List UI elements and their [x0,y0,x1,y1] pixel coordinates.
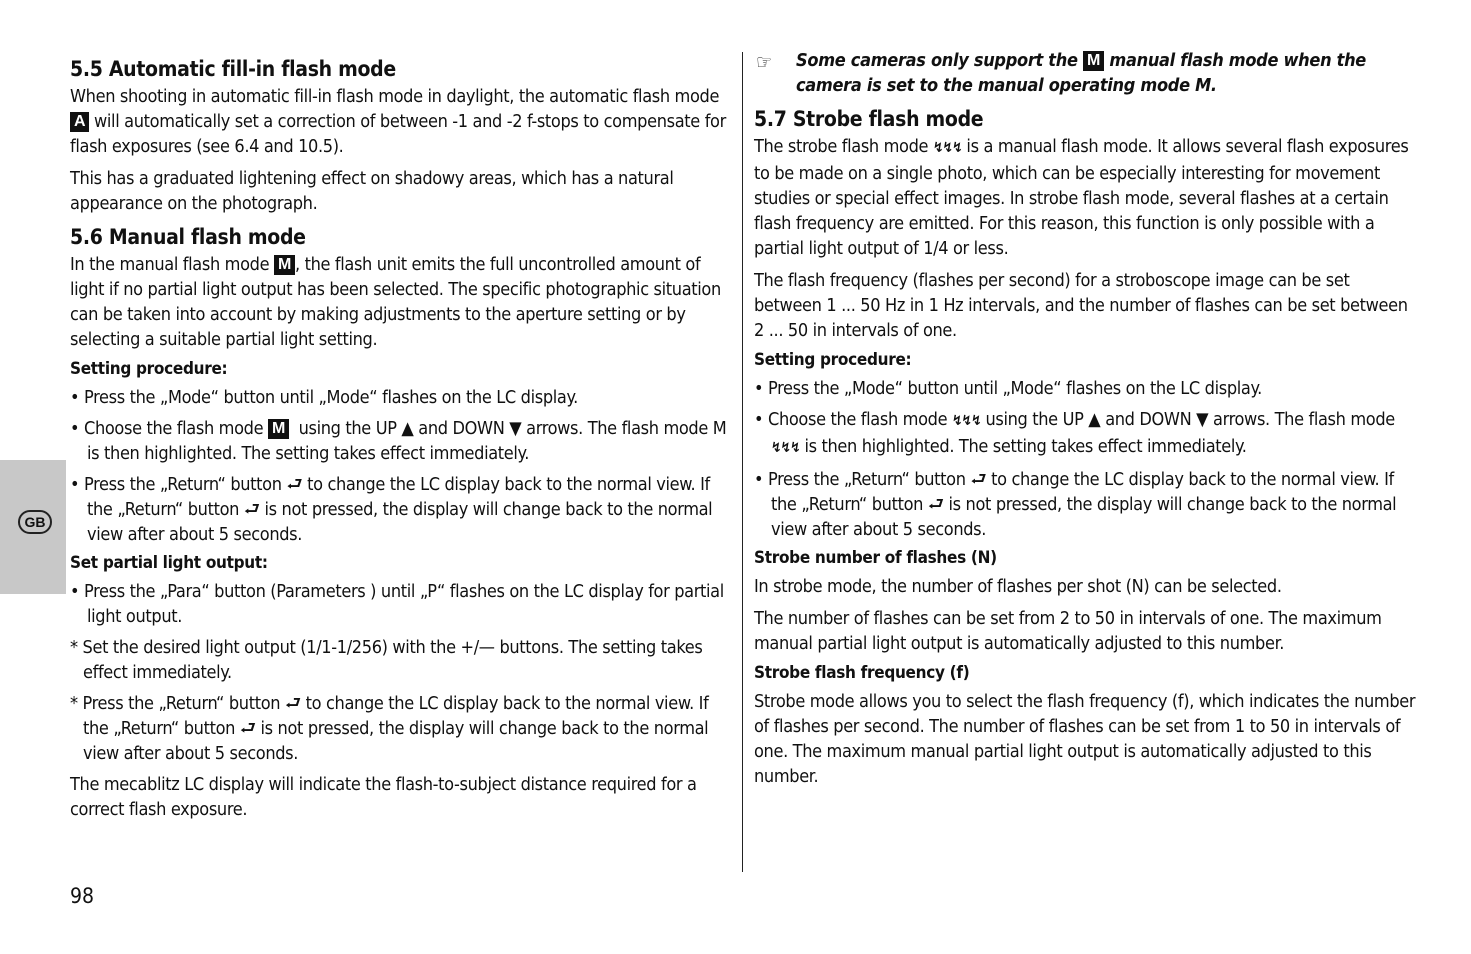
column-divider [742,52,743,872]
section-5-5-title: 5.5 Automatic fill-in flash mode [70,57,396,81]
mode-m-icon: M [1083,51,1104,71]
mode-m-icon: M [274,255,295,275]
list-item: • Choose the flash mode ↯↯↯ using the UP ▲ and DOWN ▼ arrows. The flash mode ↯↯↯ is then highlighted. The setting takes effect immediately. [754,409,1395,457]
gb-language-badge: GB [18,510,52,534]
strobe-icon: ↯↯↯ [952,413,981,429]
strobe-icon: ↯↯↯ [932,140,962,156]
mode-a-icon: A [70,112,89,132]
section-5-7-paragraph-1: The strobe flash mode ↯↯↯ is a manual flash mode. It allows several flash exposures to be made on a single photo, which can be especially interesting for movement studies or special effect images. In strobe flash mode, several flashes at a certain flash frequency are emitted. For this reason, this function is only possible with a partial light output of 1/4 or less. [754,136,1409,259]
return-icon: ⮐ [243,499,260,520]
return-icon: ⮐ [286,474,303,495]
section-5-5-paragraph-1: When shooting in automatic fill-in flash mode in daylight, the automatic flash mode A will automatically set a correction of between -1 and -2 f-stops to compensate for flash exposures (see 6.4 and 10.5). [70,86,726,157]
left-column [70,48,734,829]
pointing-hand-icon: ☞ [756,50,772,74]
setting-procedure-heading: Setting procedure: [70,359,228,379]
return-icon: ⮐ [970,469,987,490]
mode-m-icon: M [268,419,289,439]
language-side-tab [0,460,66,594]
list-item: * Set the desired light output (1/1-1/256) with the +/— buttons. The setting takes effect immediately. [70,637,703,683]
list-item: • Press the „Return“ button ⮐ to change the LC display back to the normal view. If the „Return“ button ⮐ is not pressed, the display will change back to the normal view after about 5 seconds. [754,469,1397,540]
section-5-6-title: 5.6 Manual flash mode [70,225,306,249]
return-icon: ⮐ [285,693,301,714]
section-5-5-paragraph-2: This has a graduated lightening effect on shadowy areas, which has a natural appearance on the photograph. [70,168,674,214]
section-5-6-paragraph-1: In the manual flash mode M , the flash unit emits the full uncontrolled amount of light if no partial light output has been selected. The specific photographic situation can be taken into account by making adjustments to the aperture setting or by selecting a suitable partial light setting. [70,254,721,350]
list-item: • Press the „Mode“ button until „Mode“ flashes on the LC display. [754,378,1262,399]
right-column [754,48,1416,796]
strobe-frequency-paragraph: Strobe mode allows you to select the flash frequency (f), which indicates the number of flashes per second. The number of flashes can be set from 1 to 50 in intervals of one. The maximum manual partial light output is automatically adjusted to this number. [754,691,1416,787]
list-item: • Press the „Return“ button ⮐ to change the LC display back to the normal view. If the „Return“ button ⮐ is not pressed, the display will change back to the normal view after about 5 seconds. [70,474,713,545]
return-icon: ⮐ [927,494,944,515]
strobe-number-paragraph-2: The number of flashes can be set from 2 to 50 in intervals of one. The maximum manual partial light output is automatically adjusted to this number. [754,608,1382,654]
return-icon: ⮐ [239,718,256,739]
strobe-number-heading: Strobe number of flashes (N) [754,548,997,568]
list-item: • Press the „Para“ button (Parameters ) until „P“ flashes on the LC display for partial light output. [70,581,724,627]
strobe-number-paragraph-1: In strobe mode, the number of flashes per shot (N) can be selected. [754,576,1282,597]
section-5-7-paragraph-2: The flash frequency (flashes per second) for a stroboscope image can be set between 1 ... 50 Hz in 1 Hz intervals, and the number of flashes can be set between 2 ... 50 in intervals of one. [754,270,1408,341]
partial-light-heading: Set partial light output: [70,553,268,573]
setting-procedure-heading: Setting procedure: [754,350,912,370]
strobe-frequency-heading: Strobe flash frequency (f) [754,663,970,683]
section-5-7-title: 5.7 Strobe flash mode [754,107,984,131]
strobe-icon: ↯↯↯ [771,440,800,456]
list-item: • Choose the flash mode M using the UP ▲ and DOWN ▼ arrows. The flash mode M is then highlighted. The setting takes effect immediately. [70,418,727,464]
display-distance-paragraph: The mecablitz LC display will indicate the flash-to-subject distance required for a correct flash exposure. [70,774,697,820]
list-item: • Press the „Mode“ button until „Mode“ flashes on the LC display. [70,387,578,408]
list-item: * Press the „Return“ button ⮐ to change the LC display back to the normal view. If the „Return“ button ⮐ is not pressed, the display will change back to the normal view after about 5 seconds. [70,693,709,764]
camera-note: ☞ Some cameras only support the M manual flash mode when the camera is set to the manual operating mode M. [756,50,1366,96]
page-number: 98 [70,884,95,908]
